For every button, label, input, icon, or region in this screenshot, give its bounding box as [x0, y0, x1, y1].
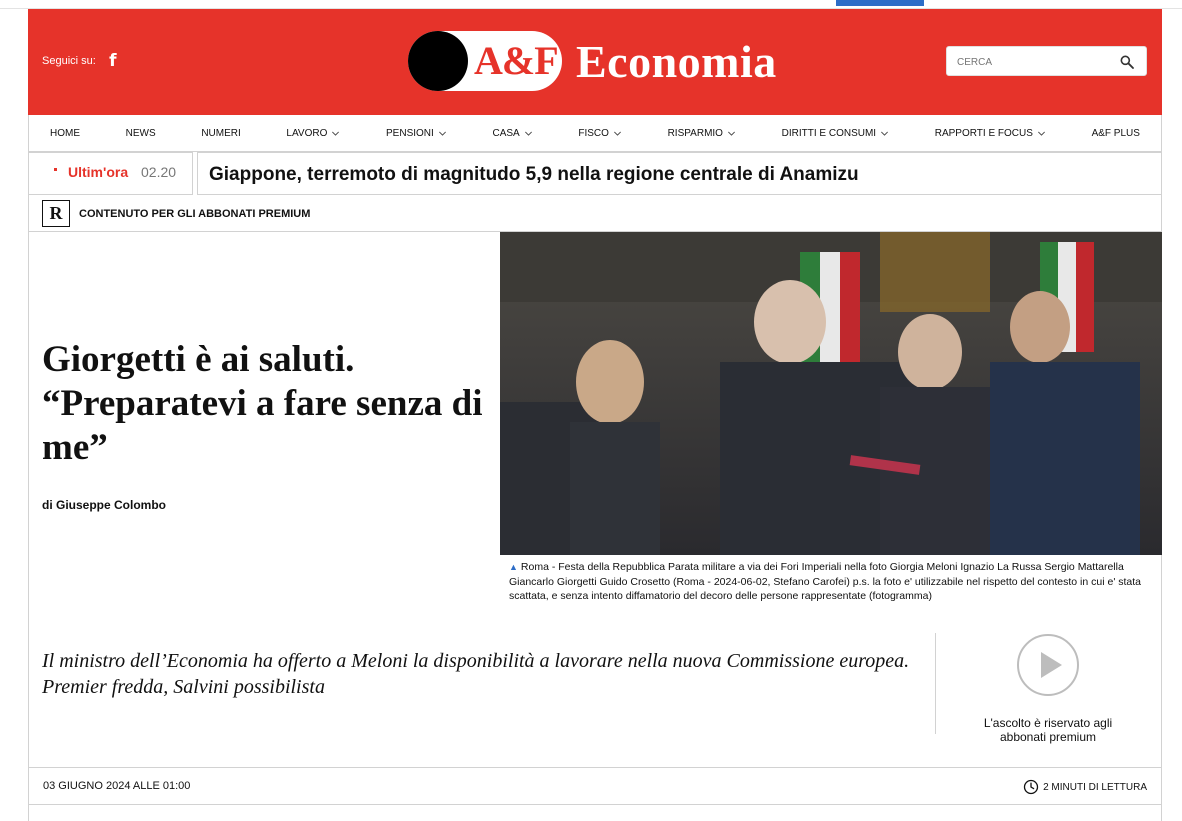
nav-item-label: LAVORO — [286, 127, 328, 139]
breaking-time: 02.20 — [141, 164, 177, 180]
breaking-news-ticker — [197, 152, 1162, 195]
nav-item-fisco[interactable] — [578, 128, 622, 139]
breaking-headline[interactable]: Giappone, terremoto di magnitudo 5,9 nella regione centrale di Anamizu — [209, 164, 859, 185]
play-icon[interactable] — [1016, 633, 1080, 697]
main-navigation — [28, 115, 1162, 152]
nav-item-label: HOME — [50, 127, 80, 139]
article-summary: Il ministro dell’Economia ha offerto a Meloni la disponibilità a lavorare nella nuova Commissione europea. Premier fredda, Salvini possibilista — [42, 650, 910, 698]
utility-tab-highlight[interactable] — [836, 0, 924, 6]
nav-item-label: FISCO — [578, 127, 609, 139]
nav-item-a-f-plus[interactable] — [1092, 128, 1140, 139]
chevron-down-icon — [331, 129, 340, 138]
site-header — [28, 9, 1162, 115]
nav-item-label: RISPARMIO — [667, 127, 723, 139]
article-photo-illustration — [500, 232, 1162, 555]
article-byline[interactable]: di Giuseppe Colombo — [42, 498, 167, 512]
nav-item-label: CASA — [492, 127, 520, 139]
audio-premium-note: L'ascolto è riservato agli abbonati premium — [983, 716, 1113, 744]
site-logo[interactable] — [408, 31, 777, 91]
chevron-down-icon — [438, 129, 447, 138]
premium-label: CONTENUTO PER GLI ABBONATI PREMIUM — [79, 208, 311, 220]
nav-item-numeri[interactable] — [201, 128, 240, 139]
breaking-news-label-box — [28, 152, 193, 195]
caption-text: Roma - Festa della Repubblica Parata militare a via dei Fori Imperiali nella foto Giorgia Meloni Ignazio La Russa Sergio Mattarella Giancarlo Giorgetti Guido Crosetto (Roma - 2024-06-02, Stefano Carofei) p.s. la foto e' utilizzabile nel rispetto del contesto in cui e' stata scattata, e senza intento diffamatorio del decoro delle persone rappresentate (fotogramma) — [509, 561, 1141, 602]
search-icon[interactable] — [1119, 54, 1135, 70]
logo-mark — [408, 31, 562, 91]
publish-date: 03 GIUGNO 2024 ALLE 01:00 — [43, 780, 191, 792]
reading-time — [1023, 779, 1147, 795]
chevron-down-icon — [880, 129, 889, 138]
nav-item-diritti-e-consumi[interactable] — [782, 128, 889, 139]
chevron-down-icon — [727, 129, 736, 138]
caption-triangle-icon: ▲ — [509, 562, 518, 572]
chevron-down-icon — [524, 129, 533, 138]
top-utility-bar — [0, 0, 1182, 9]
nav-item-label: PENSIONI — [386, 127, 434, 139]
reading-time-label: 2 MINUTI DI LETTURA — [1043, 781, 1147, 793]
chevron-down-icon — [1037, 129, 1046, 138]
logo-circle — [408, 31, 468, 91]
nav-item-lavoro[interactable] — [286, 128, 340, 139]
premium-badge-icon: R — [42, 200, 70, 227]
chevron-down-icon — [613, 129, 622, 138]
nav-item-rapporti-e-focus[interactable] — [935, 128, 1046, 139]
nav-item-label: NUMERI — [201, 127, 241, 139]
nav-item-news[interactable] — [126, 128, 156, 139]
facebook-icon[interactable]: f — [109, 51, 117, 71]
article-photo[interactable] — [500, 232, 1162, 555]
nav-item-casa[interactable] — [492, 128, 532, 139]
breaking-dot — [54, 168, 57, 171]
nav-item-risparmio[interactable] — [668, 128, 736, 139]
nav-item-pensioni[interactable] — [386, 128, 447, 139]
social-label: Seguici su: — [42, 55, 96, 67]
nav-item-label: RAPPORTI E FOCUS — [934, 127, 1033, 139]
article-meta-bar — [28, 767, 1162, 805]
summary-divider — [935, 633, 936, 734]
premium-banner — [28, 195, 1162, 232]
nav-item-home[interactable] — [50, 128, 80, 139]
nav-item-label: NEWS — [125, 127, 156, 139]
audio-player — [965, 633, 1131, 744]
logo-af-text: A&F — [474, 38, 558, 83]
search-input[interactable] — [957, 53, 1107, 71]
nav-item-label: DIRITTI E CONSUMI — [781, 127, 877, 139]
photo-caption — [509, 560, 1149, 604]
article-title: Giorgetti è ai saluti. “Preparatevi a fare senza di me” — [42, 339, 483, 468]
search-box — [946, 46, 1147, 76]
logo-name: Economia — [576, 35, 777, 87]
social-follow — [42, 51, 120, 71]
clock-icon — [1023, 779, 1039, 795]
nav-item-label: A&F PLUS — [1091, 127, 1140, 139]
breaking-label[interactable]: Ultim'ora — [68, 164, 129, 180]
